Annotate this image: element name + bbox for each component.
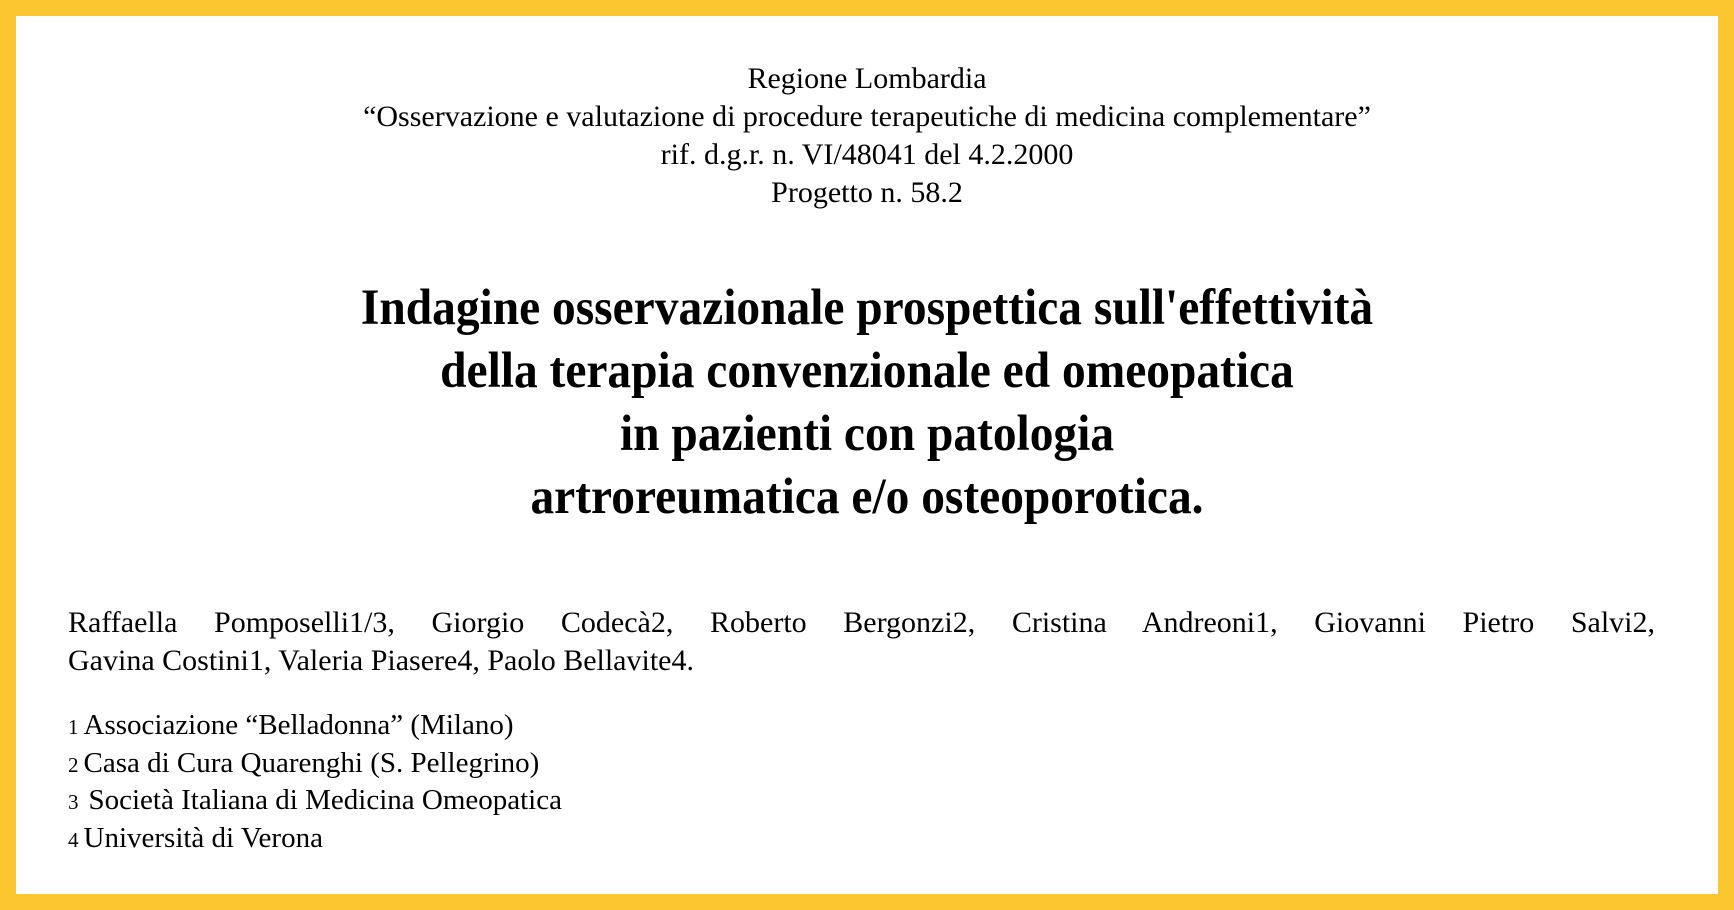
affiliation-number: 4 [68, 827, 79, 852]
affiliation-list [68, 708, 562, 858]
author-line: Raffaella Pomposelli1/3, Giorgio Codecà2, Roberto Bergonzi2, Cristina Andreoni1, Giovanni Pietro Salvi2, [68, 606, 1655, 639]
document-header [16, 60, 1718, 212]
decree-reference: rif. d.g.r. n. VI/48041 del 4.2.2000 [660, 138, 1074, 171]
affiliation-number: 3 [68, 790, 79, 814]
affiliation-text: Società Italiana di Medicina Omeopatica [88, 784, 562, 816]
region-name: Regione Lombardia [747, 62, 987, 95]
affiliation-text: Associazione “Belladonna” (Milano) [83, 709, 514, 741]
affiliation-text: Casa di Cura Quarenghi (S. Pellegrino) [83, 746, 540, 779]
title-line: della terapia convenzionale ed omeopatica [440, 343, 1294, 399]
title-line: in pazienti con patologia [619, 406, 1115, 462]
affiliation-item [68, 783, 562, 821]
author-line: Gavina Costini1, Valeria Piasere4, Paolo Bellavite4. [68, 644, 694, 677]
affiliation-item [68, 708, 562, 746]
program-title: “Osservazione e valutazione di procedure terapeutiche di medicina complementare” [363, 100, 1371, 133]
project-number: Progetto n. 58.2 [771, 176, 963, 209]
affiliation-text: Università di Verona [83, 821, 323, 854]
affiliation-number: 2 [68, 752, 79, 777]
affiliation-item [68, 821, 562, 859]
title-line: Indagine osservazionale prospettica sull'effettività [360, 280, 1374, 336]
author-list [68, 604, 1655, 680]
affiliation-number: 1 [68, 715, 79, 739]
title-line: artroreumatica e/o osteoporotica. [530, 469, 1204, 525]
affiliation-item [68, 746, 562, 784]
paper-title [76, 277, 1659, 529]
